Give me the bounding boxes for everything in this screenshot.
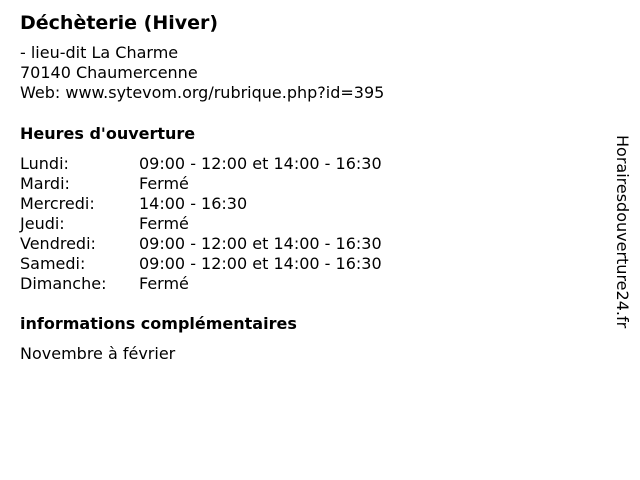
hours-value: 14:00 - 16:30	[139, 194, 248, 213]
hours-row-friday	[20, 234, 440, 254]
hours-value: Fermé	[139, 174, 189, 193]
hours-row-saturday	[20, 254, 440, 274]
hours-row-thursday	[20, 214, 440, 234]
day-label: Vendredi:	[20, 234, 96, 253]
hours-value: Fermé	[139, 274, 189, 293]
site-watermark	[612, 135, 632, 350]
day-label: Samedi:	[20, 254, 86, 273]
day-label: Lundi:	[20, 154, 69, 173]
watermark-text: Horairesdouverture24.fr	[613, 135, 632, 329]
opening-hours-table	[20, 154, 440, 294]
hours-row-tuesday	[20, 174, 440, 194]
additional-info-text: Novembre à février	[20, 344, 176, 363]
hours-value: 09:00 - 12:00 et 14:00 - 16:30	[139, 234, 382, 253]
hours-row-sunday	[20, 274, 440, 294]
page-title: Déchèterie (Hiver)	[20, 12, 219, 34]
day-label: Mercredi:	[20, 194, 95, 213]
day-label: Dimanche:	[20, 274, 107, 293]
hours-value: 09:00 - 12:00 et 14:00 - 16:30	[139, 154, 382, 173]
address-block	[20, 43, 384, 103]
address-line-2: 70140 Chaumercenne	[20, 63, 198, 82]
opening-hours-heading: Heures d'ouverture	[20, 124, 196, 143]
hours-row-monday	[20, 154, 440, 174]
hours-row-wednesday	[20, 194, 440, 214]
website-line: Web: www.sytevom.org/rubrique.php?id=395	[20, 83, 385, 102]
hours-value: Fermé	[139, 214, 189, 233]
hours-value: 09:00 - 12:00 et 14:00 - 16:30	[139, 254, 382, 273]
day-label: Mardi:	[20, 174, 70, 193]
additional-info-heading: informations complémentaires	[20, 314, 297, 333]
day-label: Jeudi:	[20, 214, 65, 233]
address-line-1: - lieu-dit La Charme	[20, 43, 179, 62]
